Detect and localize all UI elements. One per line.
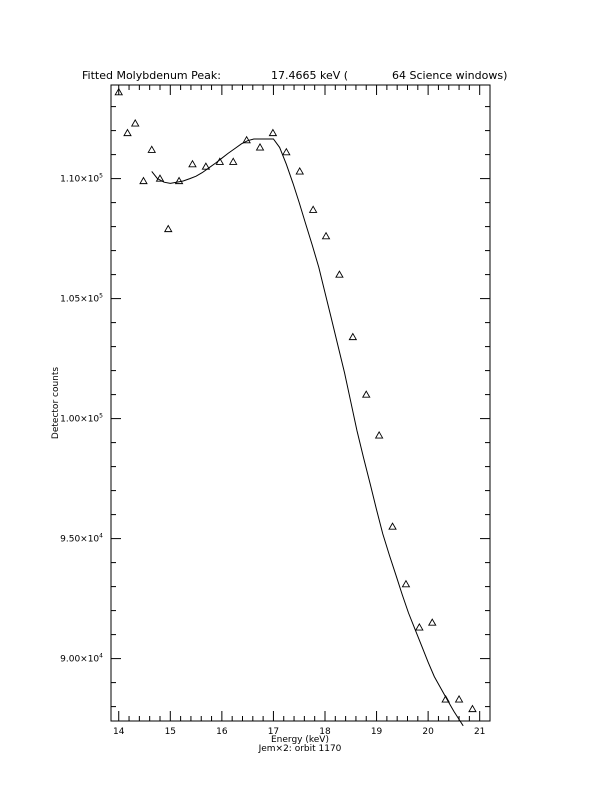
y-tick-exponent: 4 — [99, 532, 103, 540]
y-tick-mantissa: 1.05×10 — [60, 294, 100, 305]
y-tick-label — [60, 293, 103, 305]
data-points — [115, 89, 476, 712]
data-point — [165, 226, 172, 232]
data-point — [323, 233, 330, 239]
data-point — [349, 334, 356, 340]
data-point — [283, 149, 290, 155]
data-point — [416, 624, 423, 630]
x-tick-label: 19 — [370, 727, 383, 737]
y-tick-label — [60, 173, 103, 185]
data-point — [257, 144, 264, 150]
y-tick-label — [60, 533, 103, 545]
y-tick-mantissa: 9.00×10 — [60, 654, 100, 665]
x-tick-label: 21 — [473, 727, 486, 737]
data-point — [296, 168, 303, 174]
footer-caption: Jem×2: orbit 1170 — [258, 744, 342, 754]
data-point — [230, 158, 237, 164]
data-point — [176, 178, 183, 184]
data-point — [389, 523, 396, 529]
x-tick-label: 18 — [319, 727, 331, 737]
data-point — [269, 130, 276, 136]
x-axis-label: Energy (keV) — [271, 735, 329, 745]
chart-title-energy: 17.4665 keV ( — [271, 69, 349, 82]
data-point — [376, 432, 383, 438]
y-tick-mantissa: 1.10×10 — [60, 174, 100, 185]
x-tick-label: 15 — [164, 727, 177, 737]
data-point — [402, 581, 409, 587]
x-tick-label: 17 — [267, 727, 280, 737]
y-axis-tick-labels — [60, 173, 103, 665]
data-point — [148, 146, 155, 152]
data-point — [310, 206, 317, 212]
chart-title-prefix: Fitted Molybdenum Peak: — [82, 69, 221, 82]
data-point — [124, 130, 131, 136]
y-tick-label — [60, 413, 103, 425]
y-tick-exponent: 5 — [99, 172, 103, 180]
data-point — [189, 161, 196, 167]
data-point — [336, 271, 343, 277]
y-tick-mantissa: 1.00×10 — [60, 414, 100, 425]
y-tick-exponent: 5 — [99, 292, 103, 300]
data-point — [363, 391, 370, 397]
data-point — [140, 178, 147, 184]
y-tick-exponent: 5 — [99, 412, 103, 420]
data-point — [469, 706, 476, 712]
x-tick-label: 20 — [422, 727, 434, 737]
chart-title — [82, 69, 507, 82]
data-point — [132, 120, 139, 126]
x-tick-label: 14 — [113, 727, 125, 737]
data-point — [456, 696, 463, 702]
chart-title-windows: 64 Science windows) — [392, 69, 508, 82]
data-point — [429, 619, 436, 625]
x-axis-ticks — [119, 85, 480, 721]
y-tick-label — [60, 653, 103, 665]
y-axis-ticks — [111, 107, 490, 707]
x-tick-label: 16 — [216, 727, 228, 737]
y-tick-mantissa: 9.50×10 — [60, 534, 100, 545]
y-axis-label: Detector counts — [51, 366, 61, 440]
y-tick-exponent: 4 — [99, 652, 103, 660]
fit-curve-line — [152, 139, 463, 726]
